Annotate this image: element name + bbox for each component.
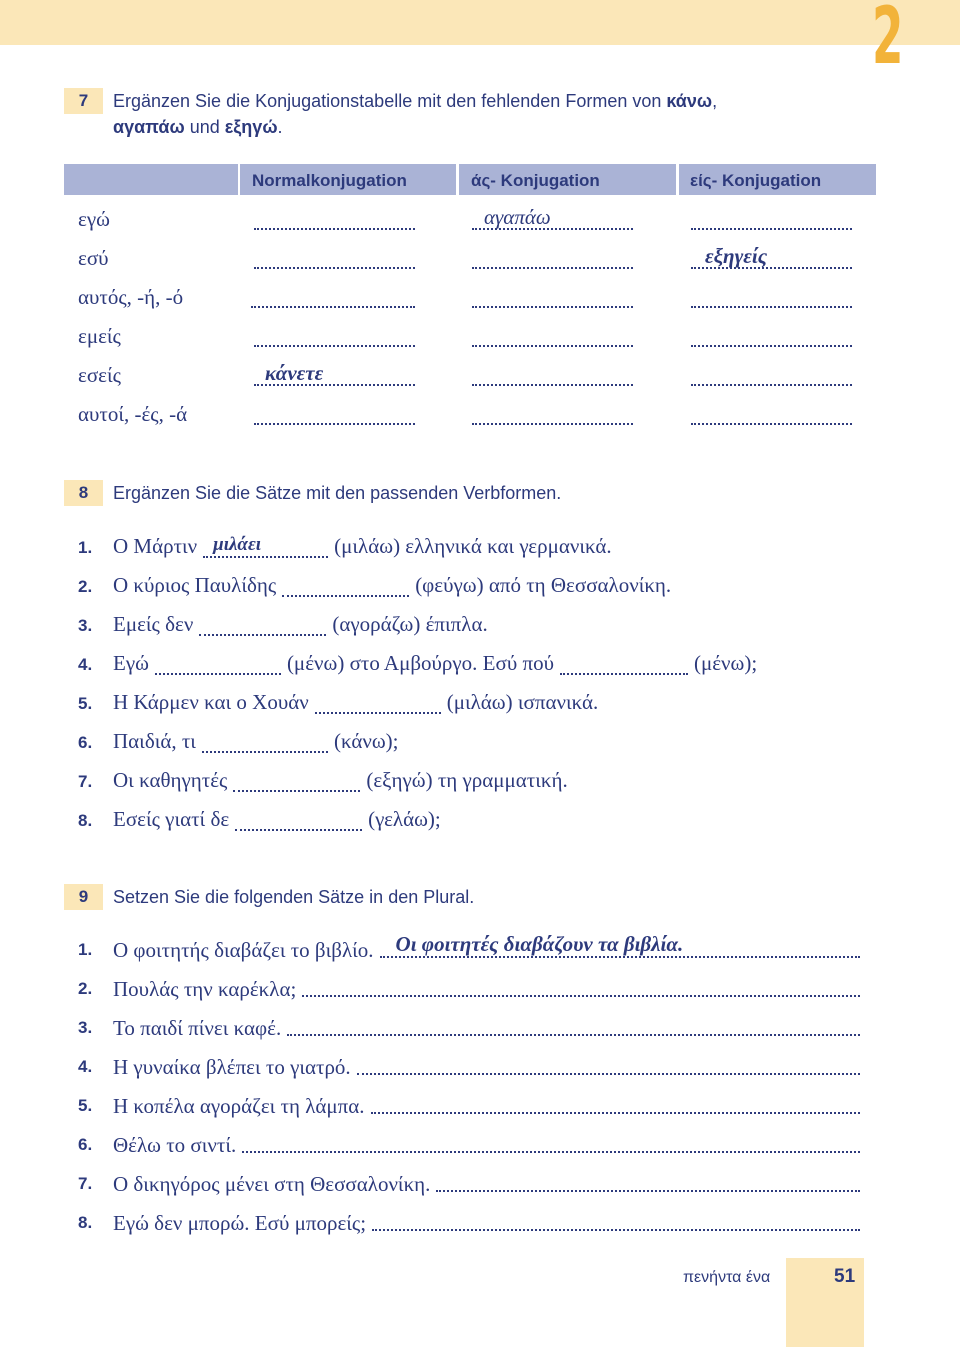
exercise-8-item	[78, 532, 612, 560]
blank-emeis-as[interactable]	[472, 345, 633, 347]
exercise-9-item	[78, 1209, 860, 1237]
singular-sentence: Το παιδί πίνει καφέ.	[113, 1016, 282, 1040]
singular-sentence: Θέλω το σιντί.	[113, 1133, 237, 1157]
sentence-middle: (μένω) στο Αμβούργο. Εσύ πού	[286, 651, 554, 675]
answer-blank[interactable]	[315, 692, 441, 714]
answer-line[interactable]	[302, 973, 860, 997]
item-number: 3.	[78, 1018, 93, 1037]
answer-blank[interactable]	[233, 770, 360, 792]
singular-sentence: Ο δικηγόρος μένει στη Θεσσαλονίκη.	[113, 1172, 431, 1196]
blank-aftos-normal[interactable]	[251, 306, 415, 308]
exercise-9-item	[78, 1014, 860, 1042]
exercise-8-item	[78, 571, 671, 599]
verb-exigo: εξηγώ	[224, 117, 278, 137]
pronoun-aftos: αυτός, -ή, -ό	[78, 285, 184, 309]
blank-aftoi-normal[interactable]	[254, 423, 415, 425]
sentence-end: (αγοράζω) έπιπλα.	[332, 612, 488, 636]
item-number: 3.	[78, 616, 93, 635]
example-answer-exigeis: εξηγείς	[705, 244, 768, 268]
exercise-8-number: 8	[64, 480, 103, 506]
exercise-9-item	[78, 932, 860, 964]
top-band	[0, 0, 960, 45]
item-number: 2.	[78, 979, 93, 998]
singular-sentence: Ο φοιτητής διαβάζει το βιβλίο.	[113, 938, 374, 962]
exercise-7-number: 7	[64, 88, 103, 114]
item-number: 1.	[78, 538, 93, 557]
item-number: 4.	[78, 655, 93, 674]
sentence-end: (μένω);	[693, 651, 758, 675]
blank-eseis-eis[interactable]	[691, 384, 852, 386]
item-number: 8.	[78, 811, 93, 830]
sentence-end: (φεύγω) από τη Θεσσαλονίκη.	[415, 573, 672, 597]
sentence-end: (μιλάω) ισπανικά.	[446, 690, 599, 714]
blank-eseis-as[interactable]	[472, 384, 633, 386]
answer-blank[interactable]	[235, 809, 362, 831]
sentence-start: Εγώ	[113, 651, 149, 675]
example-answer-kanete: κάνετε	[265, 361, 324, 385]
sentence-start: Εσείς γιατί δε	[113, 807, 230, 831]
separator: ,	[712, 91, 718, 111]
answer-blank[interactable]	[202, 731, 328, 753]
item-number: 5.	[78, 1096, 93, 1115]
answer-line[interactable]	[371, 1090, 860, 1114]
blank-aftoi-as[interactable]	[472, 423, 633, 425]
exercise-9-item	[78, 1170, 860, 1198]
exercise-8-item	[78, 766, 568, 794]
header-eis-konjugation: είς- Konjugation	[690, 171, 822, 190]
instruction-end: .	[277, 117, 283, 137]
answer-blank[interactable]	[199, 614, 326, 636]
pronoun-aftoi: αυτοί, -ές, -ά	[78, 402, 188, 426]
blank-ego-eis[interactable]	[691, 228, 852, 230]
item-number: 6.	[78, 1135, 93, 1154]
header-as-konjugation: άς- Konjugation	[471, 171, 600, 190]
answer-line[interactable]	[287, 1012, 860, 1036]
blank-ego-normal[interactable]	[254, 228, 415, 230]
sentence-start: Παιδιά, τι	[113, 729, 196, 753]
pronoun-ego: εγώ	[78, 207, 110, 231]
exercise-9-item	[78, 975, 860, 1003]
sentence-start: Η Κάρμεν και ο Χουάν	[113, 690, 309, 714]
page-number: 51	[834, 1266, 856, 1287]
answer-line[interactable]	[436, 1168, 860, 1192]
exercise-9-number: 9	[64, 884, 103, 910]
sentence-start: Οι καθηγητές	[113, 768, 228, 792]
item-number: 8.	[78, 1213, 93, 1232]
exercise-9-item	[78, 1131, 860, 1159]
item-number: 4.	[78, 1057, 93, 1076]
singular-sentence: Η κοπέλα αγοράζει τη λάμπα.	[113, 1094, 365, 1118]
page-number-words: πενήντα ένα	[683, 1269, 771, 1286]
answer-line[interactable]	[242, 1129, 860, 1153]
blank-esy-normal[interactable]	[254, 267, 415, 269]
chapter-number: 2	[872, 0, 904, 82]
blank-esy-as[interactable]	[472, 267, 633, 269]
example-answer-agapao: αγαπάω	[484, 205, 551, 229]
answer-blank[interactable]	[203, 536, 328, 558]
exercise-8-item	[78, 649, 757, 677]
example-answer: μιλάει	[213, 534, 262, 555]
exercise-8-instruction: Ergänzen Sie die Sätze mit den passenden Verbformen.	[113, 483, 562, 503]
sentence-end: (μιλάω) ελληνικά και γερμανικά.	[334, 534, 612, 558]
sentence-end: (εξηγώ) τη γραμματική.	[366, 768, 568, 792]
pronoun-eseis: εσείς	[78, 363, 121, 387]
blank-aftos-as[interactable]	[472, 306, 633, 308]
blank-emeis-normal[interactable]	[254, 345, 415, 347]
singular-sentence: Η γυναίκα βλέπει το γιατρό.	[113, 1055, 351, 1079]
exercise-9-item	[78, 1053, 860, 1081]
blank-aftoi-eis[interactable]	[691, 423, 852, 425]
item-number: 7.	[78, 1174, 93, 1193]
answer-line[interactable]	[372, 1207, 860, 1231]
exercise-9-item	[78, 1092, 860, 1120]
answer-line[interactable]	[380, 934, 860, 958]
answer-blank[interactable]	[560, 653, 688, 675]
pronoun-esy: εσύ	[78, 246, 109, 270]
exercise-8-item	[78, 727, 399, 755]
exercise-8-item	[78, 805, 441, 833]
answer-blank[interactable]	[155, 653, 281, 675]
item-number: 5.	[78, 694, 93, 713]
sentence-start: Ο Μάρτιν	[113, 534, 198, 558]
singular-sentence: Πουλάς την καρέκλα;	[113, 977, 297, 1001]
exercise-8-item	[78, 610, 488, 638]
item-number: 2.	[78, 577, 93, 596]
exercise-9-instruction: Setzen Sie die folgenden Sätze in den Plural.	[113, 887, 475, 907]
instruction-text: und	[184, 117, 225, 137]
sentence-start: Εμείς δεν	[113, 612, 194, 636]
item-number: 1.	[78, 940, 93, 959]
item-number: 6.	[78, 733, 93, 752]
answer-blank[interactable]	[282, 575, 409, 597]
item-number: 7.	[78, 772, 93, 791]
header-normalkonjugation: Normalkonjugation	[252, 171, 407, 190]
sentence-end: (γελάω);	[368, 807, 441, 831]
example-answer: Οι φοιτητές διαβάζουν τα βιβλία.	[395, 932, 684, 956]
singular-sentence: Εγώ δεν μπορώ. Εσύ μπορείς;	[113, 1211, 367, 1235]
instruction-text: Ergänzen Sie die Konjugationstabelle mit den fehlenden Formen von	[113, 91, 667, 111]
sentence-end: (κάνω);	[333, 729, 399, 753]
blank-emeis-eis[interactable]	[691, 345, 852, 347]
table-header-empty-cell	[64, 164, 238, 195]
exercise-7-instruction	[113, 88, 873, 140]
answer-line[interactable]	[357, 1051, 860, 1075]
blank-aftos-eis[interactable]	[691, 306, 852, 308]
exercise-8-item	[78, 688, 598, 716]
pronoun-emeis: εμείς	[78, 324, 121, 348]
sentence-start: Ο κύριος Παυλίδης	[113, 573, 277, 597]
verb-kano: κάνω	[666, 91, 713, 111]
verb-agapao: αγαπάω	[113, 117, 185, 137]
